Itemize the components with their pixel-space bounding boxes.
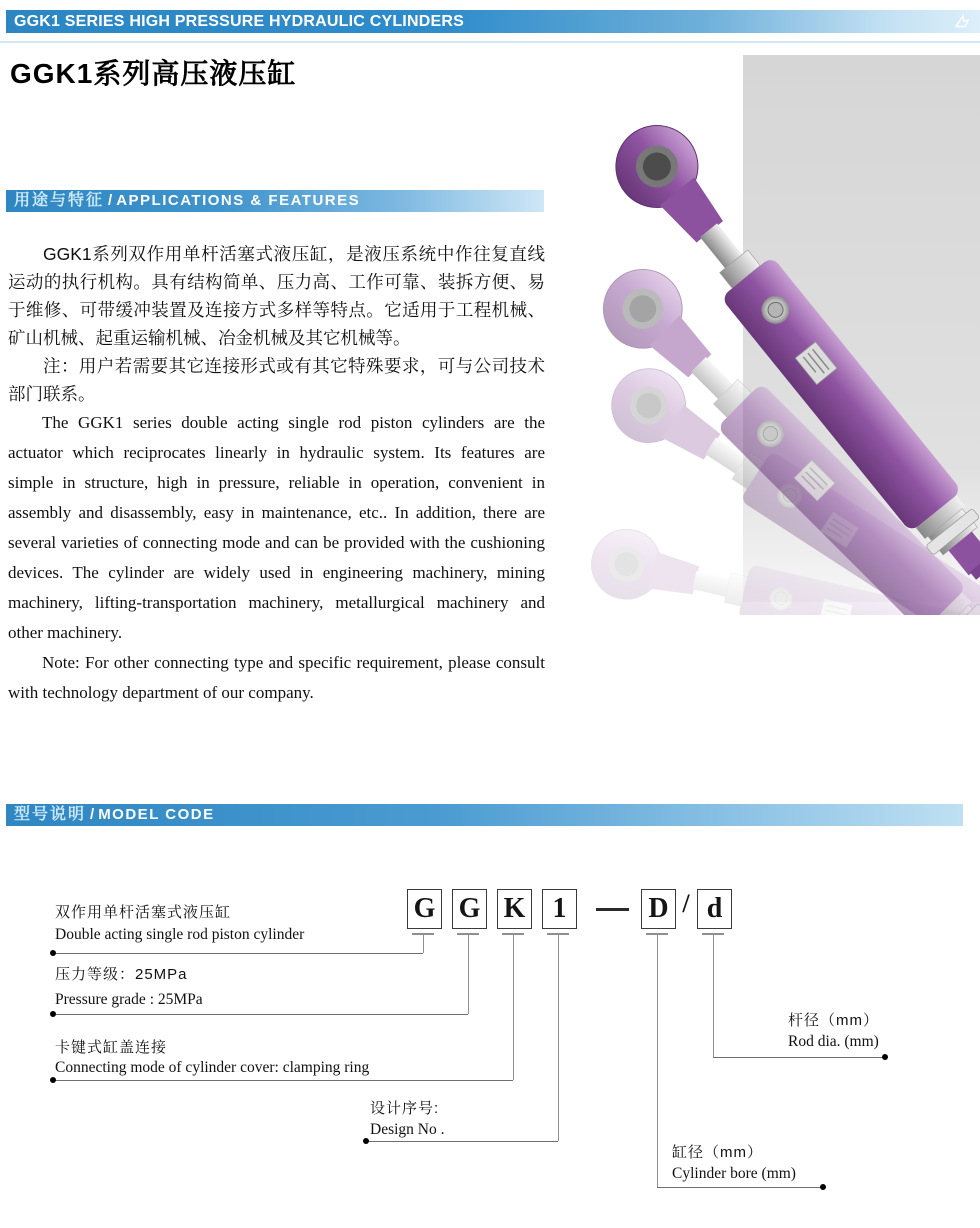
leader-line: [657, 1187, 823, 1188]
note-en: Note: For other connecting type and specific requirement, please consult with technology department of our company.: [8, 653, 545, 702]
leader-line: [368, 1141, 558, 1142]
section-header-applications: [6, 190, 544, 212]
leader-line: [713, 1057, 885, 1058]
section-header-model-code: [6, 804, 963, 826]
section-header-separator: /: [108, 192, 113, 209]
code-box-2: G: [452, 889, 487, 929]
code-slash: /: [682, 889, 690, 918]
leader-line: [55, 1014, 468, 1015]
banner-underline: [0, 41, 980, 43]
label-rod-dia-en: Rod dia. (mm): [788, 1033, 879, 1050]
leader-bullet: [50, 1011, 56, 1017]
applications-text-column: [8, 240, 545, 708]
section-header-separator: /: [90, 806, 95, 823]
paragraph-en: The GGK1 series double acting single rod piston cylinders are the actuator which reciprocates linearly in hydraulic system. Its features are simple in structure, high in pressure, reliable in operation, convenient in assembly and disassembly, easy in maintenance, etc.. In addition, there are several varieties of connecting mode and can be provided with the cushioning devices. The cylinder are widely used in engineering machinery, mining machinery, lifting-transportation machinery, metallurgical machinery and other machinery.: [8, 413, 545, 642]
label-connecting-mode-zh: 卡键式缸盖连接: [55, 1039, 168, 1056]
label-cylinder-bore-zh: 缸径（mm）: [672, 1144, 763, 1161]
label-pressure-grade-en: Pressure grade : 25MPa: [55, 991, 203, 1008]
label-connecting-mode-en: Connecting mode of cylinder cover: clamping ring: [55, 1059, 370, 1076]
connector-line: [423, 934, 424, 953]
label-cylinder-bore-en: Cylinder bore (mm): [672, 1165, 796, 1182]
connector-line: [657, 934, 658, 1187]
label-design-no-en: Design No .: [370, 1121, 445, 1138]
code-box-5: D: [641, 889, 676, 929]
leader-bullet: [363, 1138, 369, 1144]
section-header-en: APPLICATIONS & FEATURES: [116, 192, 361, 209]
leader-line: [55, 953, 423, 954]
connector-line: [513, 934, 514, 1080]
code-dash: [596, 908, 629, 911]
code-box-3: K: [497, 889, 532, 929]
label-double-acting-zh: 双作用单杆活塞式液压缸: [55, 904, 232, 921]
code-box-1: G: [407, 889, 442, 929]
page-title: GGK1系列高压液压缸: [10, 58, 297, 89]
section-header-zh: 型号说明: [14, 806, 87, 823]
connector-line: [713, 934, 714, 1057]
page-flag-icon: [954, 14, 970, 29]
banner-title: GGK1 SERIES HIGH PRESSURE HYDRAULIC CYLINDERS: [14, 13, 464, 30]
leader-bullet: [820, 1184, 826, 1190]
leader-bullet: [50, 950, 56, 956]
leader-bullet: [50, 1077, 56, 1083]
paragraph-zh: GGK1系列双作用单杆活塞式液压缸，是液压系统中作往复直线运动的执行机构。具有结构简单、压力高、工作可靠、装拆方便、易于维修、可带缓冲装置及连接方式多样等特点。它适用于工程机械、矿山机械、起重运输机械、冶金机械及其它机械等。: [8, 244, 545, 348]
label-double-acting-en: Double acting single rod piston cylinder: [55, 926, 305, 943]
top-banner: [6, 10, 980, 33]
code-box-6: d: [697, 889, 732, 929]
section-header-en: MODEL CODE: [98, 806, 215, 823]
product-photo: [565, 55, 980, 615]
note-zh: 注：用户若需要其它连接形式或有其它特殊要求，可与公司技术部门联系。: [8, 356, 545, 404]
label-pressure-grade-zh: 压力等级：25MPa: [55, 966, 188, 983]
hydraulic-cylinders-illustration: [565, 55, 980, 615]
label-design-no-zh: 设计序号:: [370, 1100, 440, 1117]
code-box-4: 1: [542, 889, 577, 929]
leader-line: [55, 1080, 513, 1081]
leader-bullet: [882, 1054, 888, 1060]
label-rod-dia-zh: 杆径（mm）: [788, 1012, 879, 1029]
connector-line: [558, 934, 559, 1141]
connector-line: [468, 934, 469, 1014]
section-header-zh: 用途与特征: [14, 192, 105, 209]
